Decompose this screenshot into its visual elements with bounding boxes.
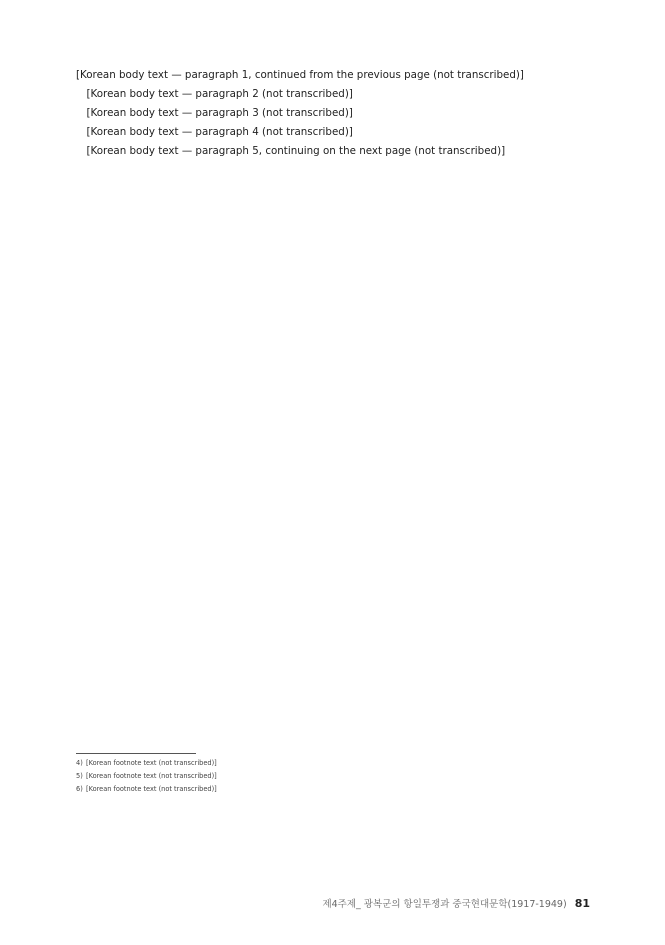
footnote-text: [Korean footnote text (not transcribed)]	[86, 759, 217, 767]
footnote-text: [Korean footnote text (not transcribed)]	[86, 785, 217, 794]
paragraph: [Korean body text — paragraph 2 (not transcribed)]	[86, 87, 353, 100]
footnote-item	[76, 771, 590, 782]
footnote-number: 4)	[76, 759, 83, 767]
footnote-item	[76, 784, 590, 795]
footnote-number: 5)	[76, 772, 83, 781]
body-text	[76, 66, 590, 161]
footnote-number: 6)	[76, 785, 83, 794]
paragraph: [Korean body text — paragraph 5, continuing on the next page (not transcribed)]	[86, 144, 506, 157]
footnote-item	[76, 758, 590, 769]
footnotes	[76, 758, 590, 798]
paragraph: [Korean body text — paragraph 4 (not transcribed)]	[86, 125, 353, 138]
footnote-divider	[76, 753, 196, 754]
paragraph: [Korean body text — paragraph 1, continued from the previous page (not transcribed)]	[76, 69, 524, 81]
running-title: 제4주제_ 광복군의 항일투쟁과 중국현대문학(1917-1949)	[322, 899, 567, 910]
footnote-text: [Korean footnote text (not transcribed)]	[86, 772, 217, 781]
page-footer	[322, 896, 590, 910]
page-number: 81	[574, 897, 590, 910]
paragraph: [Korean body text — paragraph 3 (not transcribed)]	[86, 106, 353, 119]
